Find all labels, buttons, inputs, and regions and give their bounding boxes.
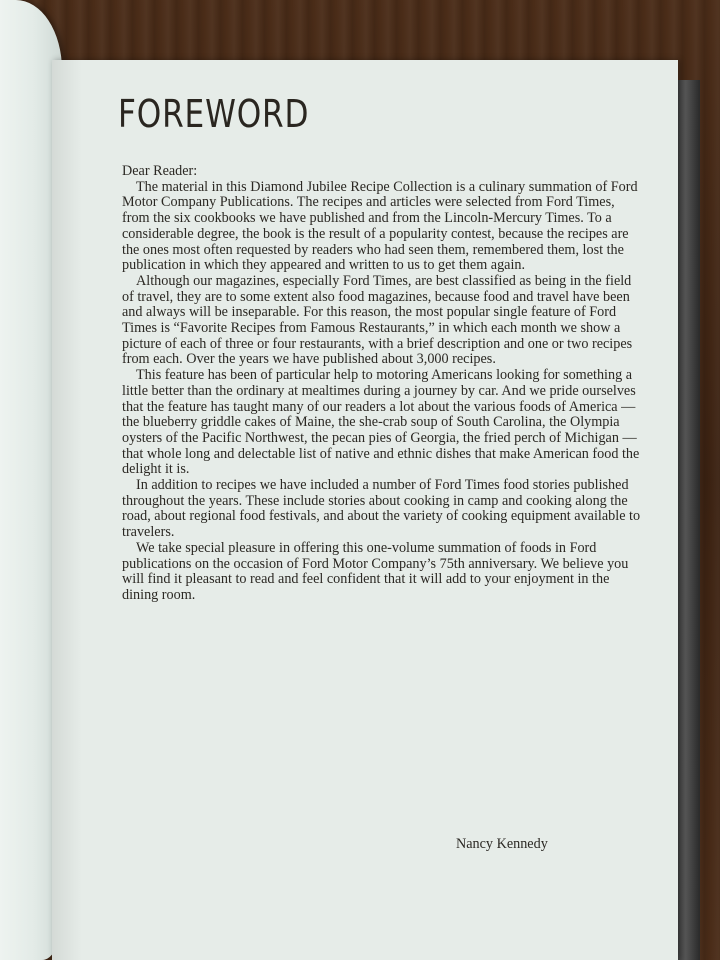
book-cover-edge <box>676 80 700 960</box>
paragraph-3: This feature has been of particular help to motoring Americans looking for something a little better than the ordinary at mealtimes during a journey by car. And we pride ourselves that the feature has taught many of our readers a lot about the various foods of America — the blueberry griddle cakes of Maine, the she-crab soup of South Carolina, the Olympia oysters of the Pacific Northwest, the pecan pies of Georgia, the fried perch of Michigan — that whole long and delectable list of native and ethnic dishes that make American food the delight it is. <box>122 367 640 478</box>
signature: Nancy Kennedy <box>456 836 548 852</box>
paragraph-1: The material in this Diamond Jubilee Recipe Collection is a culinary summation of Ford Motor Company Publications. The recipes and articles were selected from Ford Times, from the six cookbooks we have published and from the Lincoln-Mercury Times. To a considerable degree, the book is the result of a popularity contest, because the recipes are the ones most often requested by readers who had seen them, remembered them, lost the publication in which they appeared and written to us to get them again. <box>122 178 638 274</box>
page-title: FOREWORD <box>118 92 310 136</box>
paragraph-5: We take special pleasure in offering this one-volume summation of foods in Ford publications on the occasion of Ford Motor Company’s 75th anniversary. We believe you will find it pleasant to read and feel confident that it will add to your enjoyment in the dining room. <box>122 539 629 603</box>
paragraph-2: Although our magazines, especially Ford Times, are best classified as being in the field of travel, they are to some extent also food magazines, because food and travel have been and always will be inseparable. For this reason, the most popular single feature of Ford Times is “Favorite Recipes from Famous Restaurants,” in which each month we show a picture of each of three or four restaurants, with a brief description and one or two recipes from each. Over the years we have published about 3,000 recipes. <box>122 272 633 368</box>
salutation: Dear Reader: <box>122 163 198 179</box>
book-page <box>52 60 678 960</box>
foreword-body <box>122 164 642 604</box>
paragraph-4: In addition to recipes we have included a number of Ford Times food stories published throughout the years. These include stories about cooking in camp and cooking along the road, about regional food festivals, and about the variety of cooking equipment available to travelers. <box>122 477 641 541</box>
